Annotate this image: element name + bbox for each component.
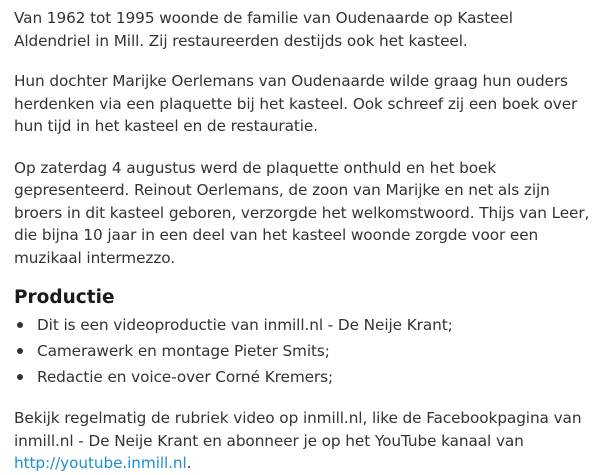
credits-list [14, 312, 590, 390]
section-heading-productie: Productie [14, 287, 115, 308]
credit-text: Dit is een videoproductie van inmill.nl - De Neije Krant; [37, 316, 453, 334]
credit-text: Redactie en voice-over Corné Kremers; [37, 368, 334, 386]
paragraph-closing [14, 407, 590, 475]
youtube-channel-link[interactable]: http://youtube.inmill.nl [14, 454, 187, 472]
bullet-icon [17, 348, 23, 354]
credits-list-item [14, 312, 590, 338]
paragraph-event: Op zaterdag 4 augustus werd de plaquette onthuld en het boek gepresenteerd. Reinout Oerlemans, de zoon van Marijke en net als zijn broers in dit kasteel geboren, verzorgde het welkomstwoord. Thijs van Leer, die bijna 10 jaar in een deel van het kasteel woonde zorgde voor een muzikaal intermezzo. [14, 158, 590, 267]
paragraph-intro: Van 1962 tot 1995 woonde de familie van Oudenaarde op Kasteel Aldendriel in Mill. Zij restaureerden destijds ook het kasteel. [14, 9, 513, 50]
credits-list-item [14, 338, 590, 364]
closing-period: . [186, 454, 192, 472]
credit-text: Camerawerk en montage Pieter Smits; [37, 342, 330, 360]
closing-text: Bekijk regelmatig de rubriek video op inmill.nl, like de Facebookpagina van inmill.nl - De Neije Krant en abonneer je op het YouTube kanaal van [14, 409, 582, 450]
paragraph-plaquette: Hun dochter Marijke Oerlemans van Oudenaarde wilde graag hun ouders herdenken via een plaquette bij het kasteel. Ook schreef zij een boek over hun tijd in het kasteel en de restauratie. [14, 72, 578, 135]
bullet-icon [17, 374, 23, 380]
bullet-icon [17, 322, 23, 328]
credits-list-item [14, 364, 590, 390]
